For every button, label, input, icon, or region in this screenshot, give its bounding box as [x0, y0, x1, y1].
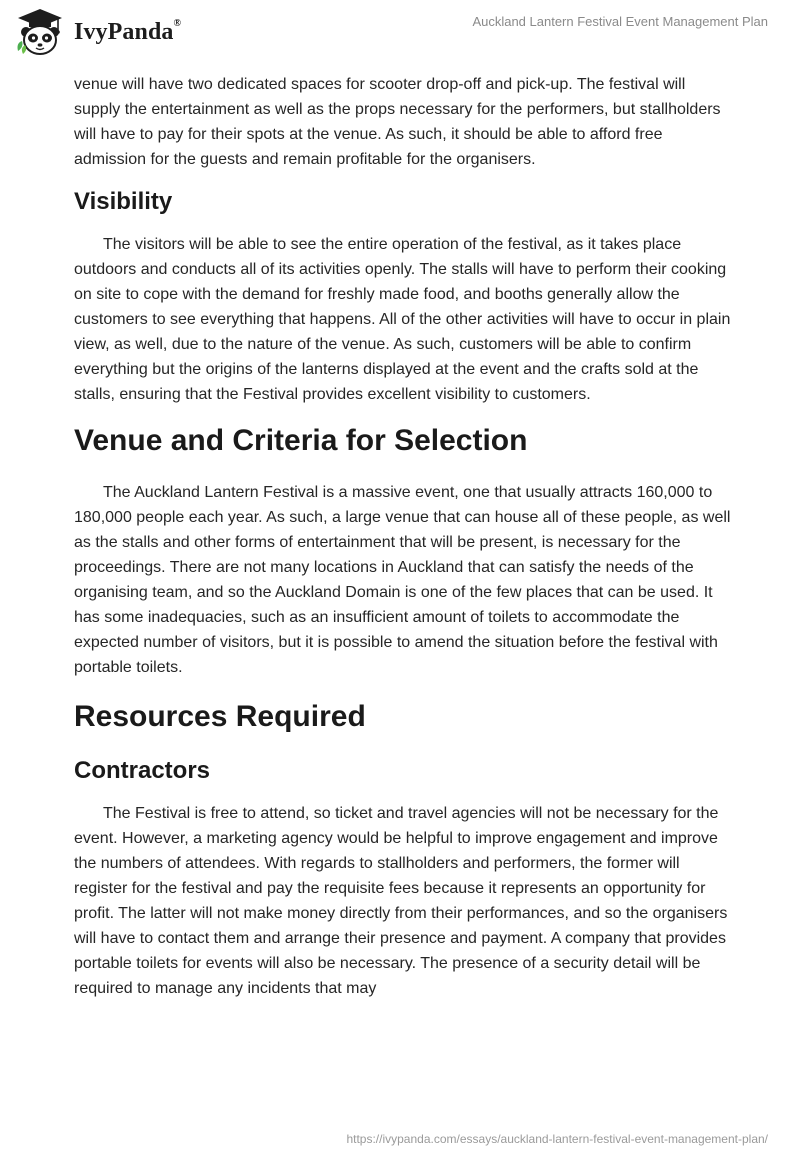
- venue-heading: Venue and Criteria for Selection: [74, 424, 528, 457]
- brand-name: IvyPanda®: [74, 17, 182, 45]
- source-url[interactable]: https://ivypanda.com/essays/auckland-lantern-festival-event-management-plan/: [346, 1132, 768, 1146]
- venue-paragraph: The Auckland Lantern Festival is a massive event, one that usually attracts 160,000 to 180,000 people each year. As such, a large venue that can house all of these people, as well as the stalls and other forms of entertainment that will be present, is necessary for the proceedings. There are not many locations in Auckland that can satisfy the needs of the organising team, and so the Auckland Domain is one of the few places that can be used. It has some inadequacies, such as an insufficient amount of toilets to accommodate the expected number of visitors, but it is possible to amend the situation before the festival with portable toilets.: [74, 484, 731, 676]
- intro-paragraph: venue will have two dedicated spaces for scooter drop-off and pick-up. The festival will supply the entertainment as well as the props necessary for the performers, but stallholders will have to pay for their spots at the venue. As such, it should be able to afford free admission for the guests and remain profitable for the organisers.: [74, 76, 721, 168]
- panda-graduate-icon: [14, 7, 66, 57]
- page-header: [0, 0, 800, 70]
- visibility-paragraph: The visitors will be able to see the entire operation of the festival, as it takes place outdoors and conducts all of its activities openly. The stalls will have to perform their cooking on site to cope with the demand for freshly made food, and booths generally allow the customers to see everything that happens. All of the other activities will have to occur in plain view, as well, due to the nature of the venue. As such, customers will be able to confirm everything but the origins of the lanterns displayed at the event and the crafts sold at the stalls, ensuring that the Festival provides excellent visibility to customers.: [74, 236, 731, 403]
- contractors-paragraph: The Festival is free to attend, so ticket and travel agencies will not be necessary for the event. However, a marketing agency would be helpful to improve engagement and improve the numbers of attendees. With regards to stallholders and performers, the former will register for the festival and pay the requisite fees because it represents an opportunity for profit. The latter will not make money directly from their performances, and so the organisers will have to contact them and arrange their presence and payment. A company that provides portable toilets for events will also be necessary. The presence of a security detail will be required to manage any incidents that may: [74, 805, 728, 997]
- visibility-heading: Visibility: [74, 188, 173, 215]
- article-body: [74, 72, 734, 1001]
- contractors-heading: Contractors: [74, 757, 211, 784]
- resources-heading: Resources Required: [74, 700, 366, 733]
- document-title: Auckland Lantern Festival Event Management Plan: [472, 14, 768, 29]
- ivypanda-logo[interactable]: [14, 7, 204, 57]
